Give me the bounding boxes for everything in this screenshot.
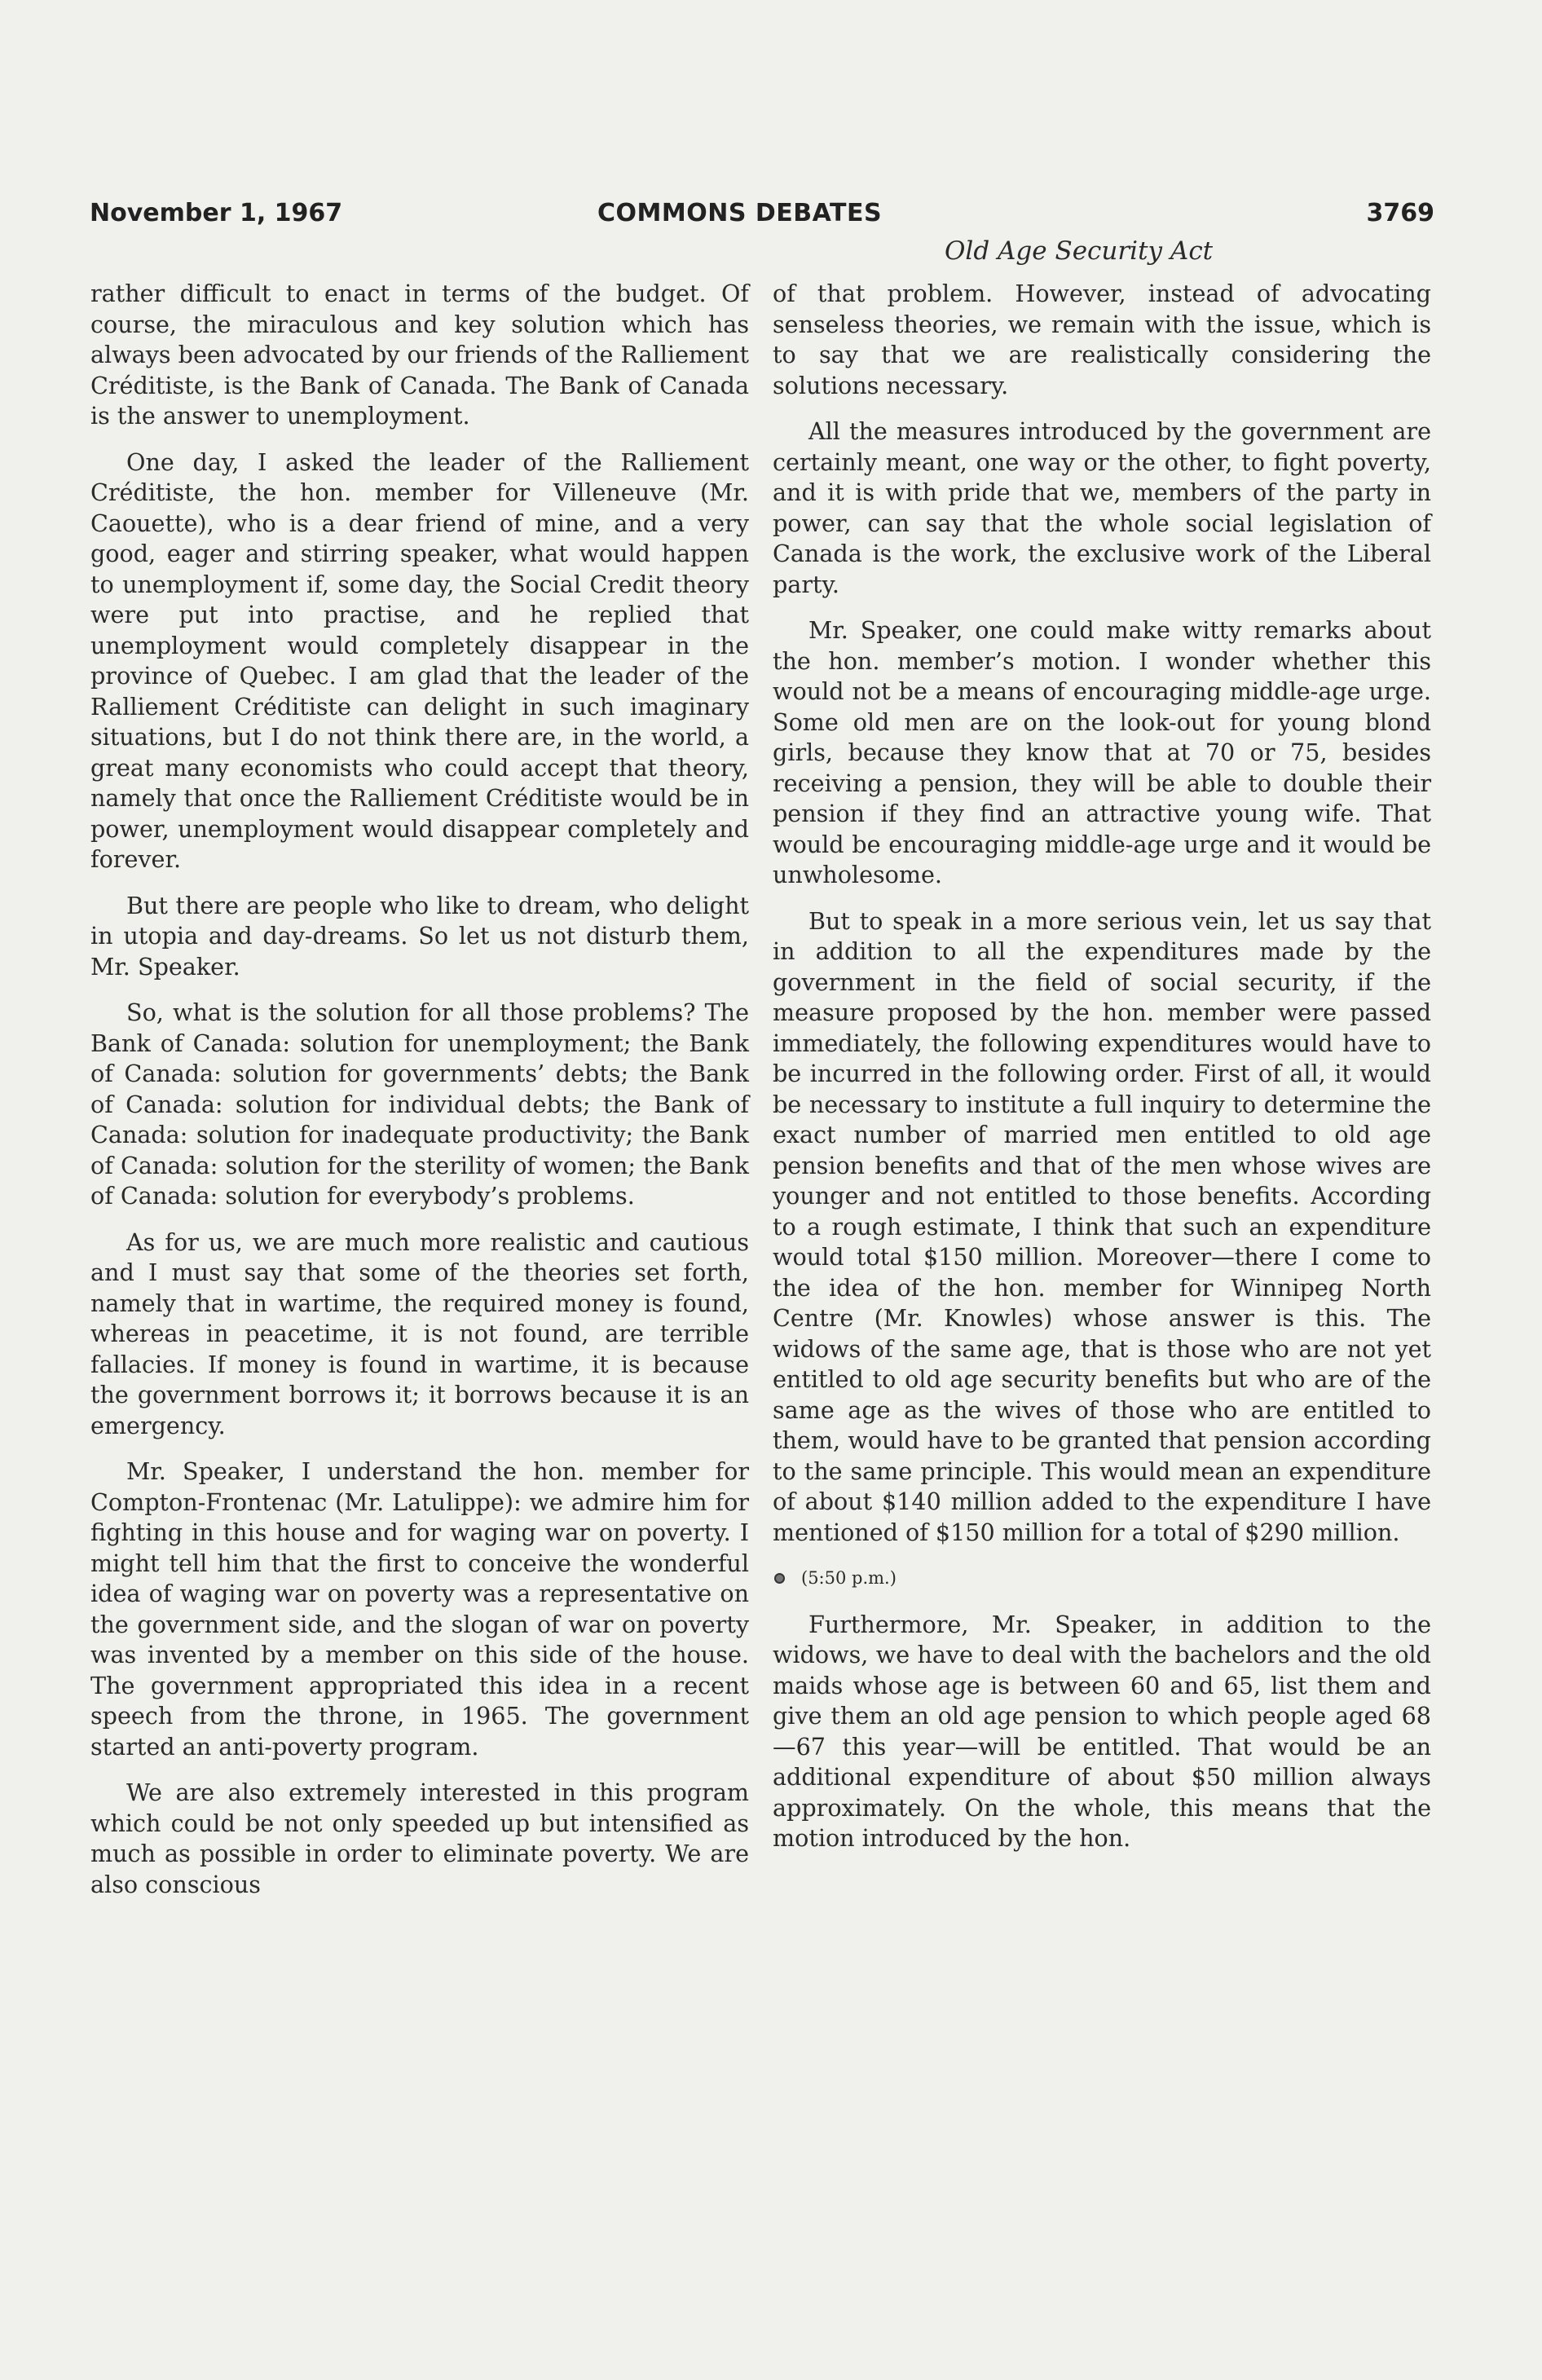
paragraph: But to speak in a more serious vein, let us say that in addition to all the expenditures made by the government in the field of social security, if the measure proposed by the hon. member were passed immediately, the following expenditures would have to be incurred in the following order. First of all, it would be necessary to institute a full inquiry to determine the exact number of married men entitled to old age pension benefits and that of the men whose wives are younger and not entitled to those benefits. According to a rough estimate, I think that such an expenditure would total $150 million. Moreover—there I come to the idea of the hon. member for Winnipeg North Centre (Mr. Knowles) whose answer is this. The widows of the same age, that is those who are not yet entitled to old age security benefits but who are of the same age as the wives of those who are entitled to them, would have to be granted that pension according to the same principle. This would mean an expenditure of about $140 million added to the expenditure I have mentioned of $150 million for a total of $290 million. bbox=[773, 906, 1431, 1546]
left-column bbox=[90, 279, 749, 1915]
right-column bbox=[773, 279, 1431, 1870]
section-title: Old Age Security Act bbox=[945, 236, 1214, 266]
header-date: November 1, 1967 bbox=[90, 199, 343, 227]
paragraph: Mr. Speaker, I understand the hon. member for Compton-Frontenac (Mr. Latulippe): we admire him for fighting in this house and for waging war on poverty. I might tell him that the first to conceive the wonderful idea of waging war on poverty was a representative on the government side, and the slogan of war on poverty was invented by a member on this side of the house. The government appropriated this idea in a recent speech from the throne, in 1965. The government started an anti-poverty program. bbox=[90, 1457, 749, 1761]
paragraph: As for us, we are much more realistic and cautious and I must say that some of the theories set forth, namely that in wartime, the required money is found, whereas in peacetime, it is not found, are terrible fallacies. If money is found in wartime, it is because the government borrows it; it borrows because it is an emergency. bbox=[90, 1227, 749, 1439]
header-journal-title: COMMONS DEBATES bbox=[597, 199, 883, 227]
timestamp bbox=[773, 1563, 1431, 1594]
paragraph: of that problem. However, instead of advocating senseless theories, we remain with the issue, which is to say that we are realistically considering the solutions necessary. bbox=[773, 280, 1431, 399]
paragraph: So, what is the solution for all those problems? The Bank of Canada: solution for unemployment; the Bank of Canada: solution for governments’ debts; the Bank of Canada: solution for individual debts; the Bank of Canada: solution for inadequate productivity; the Bank of Canada: solution for the sterility of women; the Bank of Canada: solution for everybody’s problems. bbox=[90, 998, 749, 1210]
paragraph: Mr. Speaker, one could make witty remarks about the hon. member’s motion. I wonder whether this would not be a means of encouraging middle-age urge. Some old men are on the look-out for young blond girls, because they know that at 70 or 75, besides receiving a pension, they will be able to double their pension if they find an attractive young wife. That would be encouraging middle-age urge and it would be unwholesome. bbox=[773, 616, 1431, 888]
paragraph: rather difficult to enact in terms of the budget. Of course, the miraculous and key solution which has always been advocated by our friends of the Ralliement Créditiste, is the Bank of Canada. The Bank of Canada is the answer to unemployment. bbox=[90, 280, 749, 430]
header-page-number: 3769 bbox=[1366, 199, 1434, 227]
paragraph: But there are people who like to dream, who delight in utopia and day-dreams. So let us not disturb them, Mr. Speaker. bbox=[90, 891, 749, 981]
timestamp-text: (5:50 p.m.) bbox=[801, 1568, 897, 1588]
paragraph: One day, I asked the leader of the Ralliement Créditiste, the hon. member for Villeneuve (Mr. Caouette), who is a dear friend of mine, and a very good, eager and stirring speaker, what would happen to unemployment if, some day, the Social Credit theory were put into practise, and he replied that unemployment would completely disappear in the province of Quebec. I am glad that the leader of the Ralliement Créditiste can delight in such imaginary situations, but I do not think there are, in the world, a great many economists who could accept that theory, namely that once the Ralliement Créditiste would be in power, unemployment would disappear completely and forever. bbox=[90, 447, 749, 873]
paragraph: We are also extremely interested in this program which could be not only speeded up but intensified as much as possible in order to eliminate poverty. We are also conscious bbox=[90, 1778, 749, 1898]
paragraph: Furthermore, Mr. Speaker, in addition to the widows, we have to deal with the bachelors and the old maids whose age is between 60 and 65, list them and give them an old age pension to which people aged 68—67 this year—will be entitled. That would be an additional expenditure of about $50 million always approximately. On the whole, this means that the motion introduced by the hon. bbox=[773, 1610, 1431, 1852]
paragraph: All the measures introduced by the government are certainly meant, one way or the other, to fight poverty, and it is with pride that we, members of the party in power, can say that the whole social legislation of Canada is the work, the exclusive work of the Liberal party. bbox=[773, 417, 1431, 598]
bullet-icon bbox=[774, 1573, 785, 1584]
page-header bbox=[90, 199, 1434, 231]
